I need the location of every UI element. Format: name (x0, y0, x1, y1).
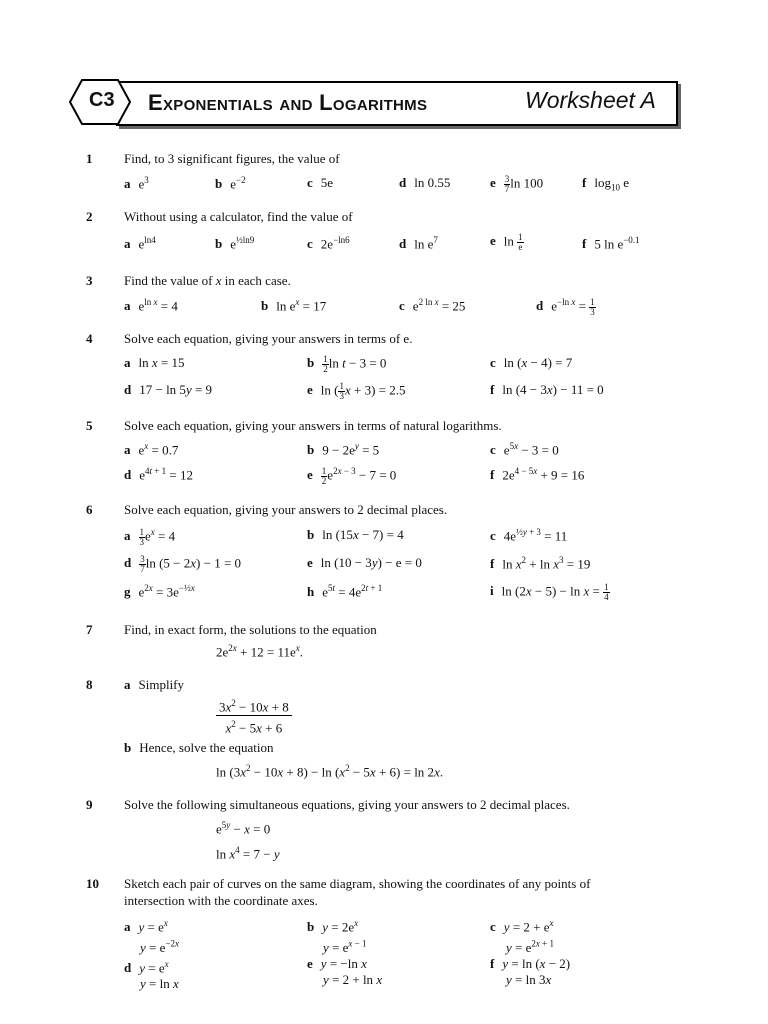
part-c: c $y = 2 + e^x$ $y = e^{2x + 1}$ (490, 918, 554, 955)
part-g: g $e^{2x} = 3e^{-\frac{1}{2}x}$ (124, 583, 195, 600)
part-b: b $y = 2e^x$ $y = e^{x - 1}$ (307, 918, 367, 955)
part-a: a ln x = 15 (124, 355, 185, 370)
question-number: 8 (86, 677, 93, 692)
question-text: Sketch each pair of curves on the same diagram, showing the coordinates of any points of (124, 876, 591, 891)
part-b: b ln (15x − 7) = 4 (307, 527, 404, 542)
part-f: f y = ln (x − 2) y = ln 3x (490, 956, 571, 987)
question-number: 1 (86, 151, 93, 166)
question-text: Find, to 3 significant figures, the value of (124, 151, 340, 166)
equation-2: $\ln x^4 = 7 - y$ (216, 845, 280, 862)
question-text: Solve each equation, giving your answers in terms of e. (124, 331, 413, 346)
question-text: Find, in exact form, the solutions to the equation (124, 622, 377, 637)
part-c: c 5e (307, 175, 334, 190)
question-number: 2 (86, 209, 93, 224)
part-c: c $4e^{\frac{1}{2}y + 3} = 11$ (490, 527, 568, 544)
part-f: f $2e^{4 - 5x} + 9 = 16$ (490, 466, 585, 483)
part-d: d 17 − ln 5y = 9 (124, 382, 213, 397)
part-d: d $\frac{3}{7}$ ln (5 − 2x) − 1 = 0 (124, 554, 242, 574)
question-text: Find the value of x in each case. (124, 273, 291, 288)
part-b: b $e^{-2}$ (215, 175, 246, 192)
worksheet-header (68, 78, 678, 126)
page-title: Exponentials and Logarithms (148, 90, 428, 115)
part-c: c $2e^{-ln6}$ (307, 235, 350, 252)
part-b: b $e^{\frac{1}{2}ln9}$ (215, 235, 255, 252)
part-a: a $\frac{1}{3}$ $e^x = 4$ (124, 526, 176, 547)
part-e: e $\frac{3}{7}$ ln 100 (490, 174, 544, 194)
part-d: d $\ln e^7$ (399, 235, 438, 252)
part-d: d $y = e^x$ y = ln x (124, 959, 179, 992)
part-d: d $e^{-ln x}$ = $\frac{1}{3}$ (536, 296, 595, 317)
question-text: Without using a calculator, find the value of (124, 209, 353, 224)
equation: $2e^{2x} + 12 = 11e^x$. (216, 643, 303, 660)
part-a: a $e^x = 0.7$ (124, 441, 179, 458)
question-text: Solve each equation, giving your answers in terms of natural logarithms. (124, 418, 502, 433)
part-f: f 5 $\ln e^{-0.1}$ (582, 235, 640, 252)
equation: $\ln (3x^2 - 10x + 8) - \ln (x^2 - 5x + 6) = \ln 2x$. (216, 763, 444, 780)
course-code: C3 (89, 89, 115, 111)
part-h: h $e^{5t} = 4e^{2t + 1}$ (307, 583, 383, 600)
question-number: 6 (86, 502, 93, 517)
part-a: a Simplify (124, 677, 185, 692)
part-e: e y = −ln x y = 2 + ln x (307, 956, 383, 987)
part-f: f $\ln x^2 + \ln x^3 = 19$ (490, 555, 591, 572)
question-number: 3 (86, 273, 93, 288)
part-f: f ln (4 − 3x) − 11 = 0 (490, 382, 604, 397)
part-b: b $\frac{1}{2}$ ln t − 3 = 0 (307, 354, 387, 374)
part-i: i ln (2x − 5) − ln x = $\frac{1}{4}$ (490, 582, 609, 602)
fraction: $3x^2 - 10x + 8$ $x^2 - 5x + 6$ (216, 695, 292, 737)
question-number: 4 (86, 331, 93, 346)
question-text: Solve the following simultaneous equations, giving your answers to 2 decimal places. (124, 797, 570, 812)
part-e: e $\frac{1}{2}$ $e^{2x - 3} - 7 = 0$ (307, 465, 397, 486)
question-number: 10 (86, 876, 99, 891)
question-number: 9 (86, 797, 93, 812)
question-number: 5 (86, 418, 93, 433)
part-c: c $e^{2 ln x} = 25$ (399, 297, 466, 314)
part-a: a $e^3$ (124, 175, 149, 192)
part-d: d $e^{4t + 1} = 12$ (124, 466, 193, 483)
part-a: a $e^{ln4}$ (124, 235, 156, 252)
worksheet-label: Worksheet A (525, 87, 656, 113)
part-c: c ln (x − 4) = 7 (490, 355, 573, 370)
part-b: b $\ln e^x = 17$ (261, 297, 327, 314)
part-e: e ln (10 − 3y) − e = 0 (307, 555, 422, 570)
part-e: e ln ( $\frac{1}{3}$ x + 3) = 2.5 (307, 381, 406, 401)
question-text-continued: intersection with the coordinate axes. (124, 893, 318, 908)
part-a: a $e^{ln x} = 4$ (124, 297, 178, 314)
part-b: b $9 - 2e^y = 5$ (307, 441, 380, 458)
part-b: b Hence, solve the equation (124, 740, 274, 755)
part-d: d ln 0.55 (399, 175, 451, 190)
part-e: e ln $\frac{1}{e}$ (490, 232, 523, 252)
question-number: 7 (86, 622, 93, 637)
question-text: Solve each equation, giving your answers to 2 decimal places. (124, 502, 448, 517)
part-c: c $e^{5x} - 3 = 0$ (490, 441, 559, 458)
equation-1: $e^{5y} - x = 0$ (216, 820, 271, 837)
part-a: a $y = e^x$ $y = e^{-2x}$ (124, 918, 179, 955)
part-f: f $\log_{10} e$ (582, 175, 629, 193)
